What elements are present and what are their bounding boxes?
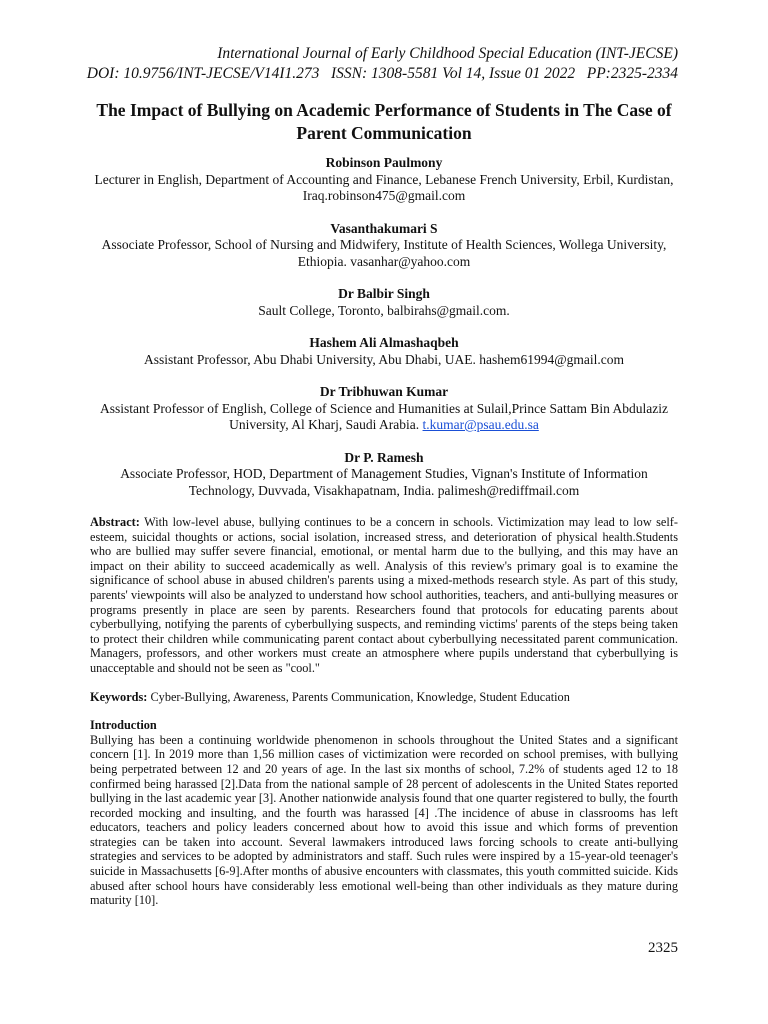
email-link[interactable]: t.kumar@psau.edu.sa bbox=[422, 417, 539, 432]
keywords-label: Keywords: bbox=[90, 689, 148, 704]
abstract-label: Abstract: bbox=[90, 515, 140, 529]
author-name: Dr P. Ramesh bbox=[344, 449, 424, 465]
doi-line: DOI: 10.9756/INT-JECSE/V14I1.273 ISSN: 1308-5581 Vol 14, Issue 01 2022 PP:2325-2334 bbox=[86, 65, 678, 82]
keywords bbox=[90, 690, 678, 705]
paper-body bbox=[90, 515, 678, 908]
author-name: Dr Balbir Singh bbox=[338, 286, 430, 301]
author-block bbox=[90, 221, 678, 271]
author-affiliation: Assistant Professor, Abu Dhabi University, Abu Dhabi, UAE. hashem61994@gmail.com bbox=[143, 351, 625, 367]
author-name: Robinson Paulmony bbox=[325, 155, 443, 170]
author-affiliation: Associate Professor, HOD, Department of Management Studies, Vignan's Institute of Information Technology, Duvvada, Visakhapatnam, India. palimesh@rediffmail.com bbox=[120, 466, 648, 498]
page-number: 2325 bbox=[648, 940, 678, 956]
author-block bbox=[90, 384, 678, 434]
author-block bbox=[90, 450, 678, 500]
introduction-text: Bullying has been a continuing worldwide phenomenon in schools throughout the United States and a significant concern [1]. In 2019 more than 1,56 million cases of victimization were recorded on school premises, with bullying being perpetrated between 12 and 20 years of age. In the last six months of school, 7.2% of students aged 12 to 18 confirmed being harassed [2].Data from the national sample of 28 percent of adolescents in the United States reported bullying in the last academic year [3]. Another nationwide analysis found that one quarter registered to bully, the fourth recorded mocking and insulting, and the fourth was harassed [4] .The incidence of abuse in classrooms has left educators, teachers and policy leaders concerned about how to avoid this issue and which forms of prevention strategies can be taken into account. Several lawmakers introduced laws forcing schools to create anti-bullying strategies and services to be adopted by administrators and staff. Such rules were inspired by a 15-year-old teenager's suicide in Massachusetts [6-9].After months of abusive encounters with classmates, this youth committed suicide. Kids abused after school hours have considerably less emotional well-being than other individuals as they mature during maturity [10]. bbox=[90, 732, 678, 908]
author-block bbox=[90, 286, 678, 319]
author-affiliation: Sault College, Toronto, balbirahs@gmail.com. bbox=[258, 302, 510, 318]
author-name: Hashem Ali Almashaqbeh bbox=[309, 335, 459, 350]
paper-title: The Impact of Bullying on Academic Performance of Students in The Case of Parent Communication bbox=[96, 100, 672, 143]
author-name: Dr Tribhuwan Kumar bbox=[319, 384, 449, 399]
abstract-text: With low-level abuse, bullying continues to be a concern in schools. Victimization may lead to low self-esteem, suicidal thoughts or actions, social isolation, increased stress, and deterioration of physical health.Students who are bullied may suffer severe financial, emotional, or mental harm due to the bullying, and this may have an impact on their ability to succeed academically as well. Analysis of this review's primary goal is to examine the significance of school abuse in abused children's parents using a mixed-methods research style. As part of this study, parents' viewpoints will also be analyzed to understand how school authorities, teachers, and anti-bullying measures or programs presently in place are seen by parents. Researchers found that protocols for educating parents about cyberbullying, notifying the parents of cyberbullying suspects, and reminding victims' parents of the steps being taken to protect their children while communicating parent contact about cyberbullying necessitated parent communication. Managers, professors, and other workers must create an atmosphere where pupils understand that cyberbullying is unacceptable and should not be seen as "cool." bbox=[90, 515, 678, 675]
author-list bbox=[90, 155, 678, 515]
journal-header bbox=[87, 44, 678, 84]
abstract bbox=[90, 515, 678, 676]
author-block bbox=[90, 155, 678, 205]
keywords-text: Cyber-Bullying, Awareness, Parents Communication, Knowledge, Student Education bbox=[150, 689, 570, 704]
author-block bbox=[90, 335, 678, 368]
journal-name: International Journal of Early Childhood Special Education (INT-JECSE) bbox=[217, 45, 678, 62]
introduction-heading: Introduction bbox=[90, 718, 157, 733]
author-affiliation: Associate Professor, School of Nursing and Midwifery, Institute of Health Sciences, Wollega University, Ethiopia. vasanhar@yahoo.com bbox=[101, 237, 667, 269]
author-affiliation-wrap bbox=[90, 401, 678, 434]
author-affiliation: Lecturer in English, Department of Accounting and Finance, Lebanese French University, Erbil, Kurdistan, Iraq.robinson475@gmail.com bbox=[94, 171, 674, 203]
author-affiliation: Assistant Professor of English, College of Science and Humanities at Sulail,Prince Sattam Bin Abdulaziz University, Al Kharj, Saudi Arabia. bbox=[99, 400, 669, 432]
author-name: Vasanthakumari S bbox=[330, 220, 438, 236]
